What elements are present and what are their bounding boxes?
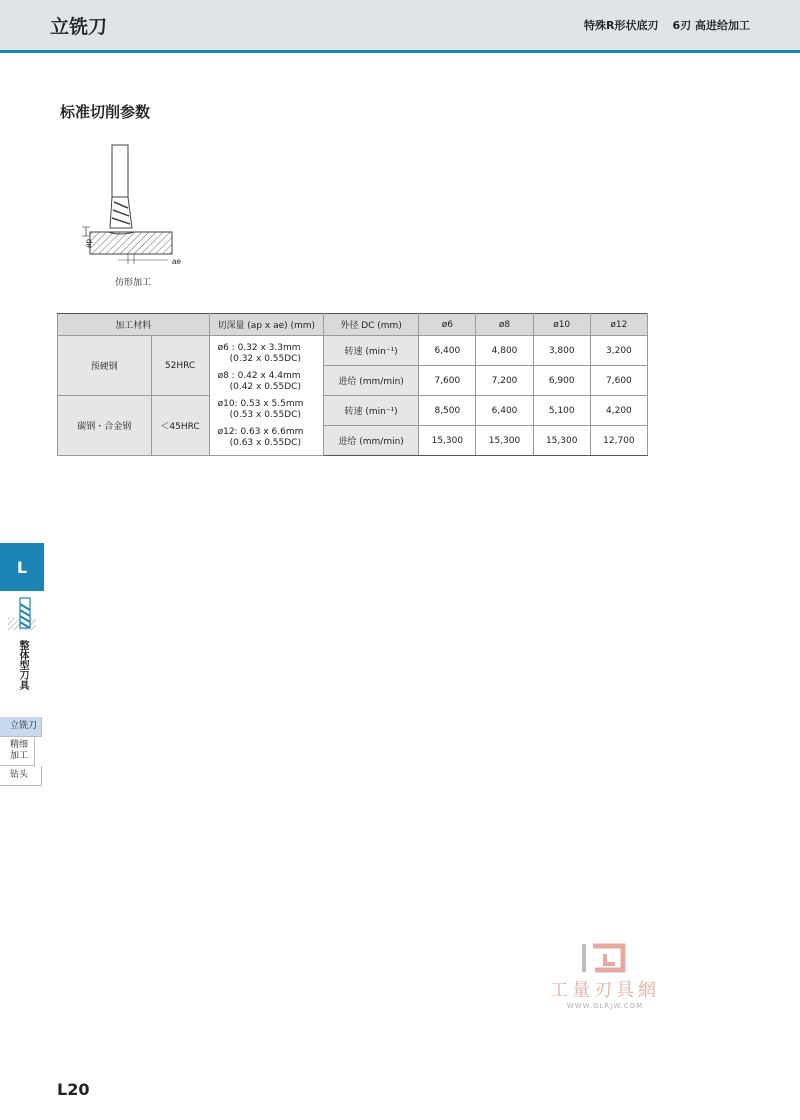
side-menu-item-endmill[interactable]: 立铣刀 <box>0 717 42 737</box>
watermark-logo-icon <box>535 940 675 976</box>
page-number: L20 <box>57 1080 90 1099</box>
material-name: 预硬钢 <box>58 336 152 396</box>
param-label: 转速 (min⁻¹) <box>323 336 418 366</box>
table-cell: 12,700 <box>590 426 647 456</box>
side-menu-item-finishing[interactable]: 精细加工 <box>0 737 35 766</box>
table-cell: 4,200 <box>590 396 647 426</box>
section-title: 标准切削参数 <box>60 103 151 121</box>
material-hardness: ＜45HRC <box>151 396 209 456</box>
header-d12: ø12 <box>590 314 647 336</box>
param-label: 进给 (mm/min) <box>323 426 418 456</box>
header-diameter: 外径 DC (mm) <box>323 314 418 336</box>
subtitle-feature: 6刃 高进给加工 <box>672 19 750 32</box>
header-d6: ø6 <box>419 314 476 336</box>
table-cell: 7,600 <box>590 366 647 396</box>
table-cell: 7,600 <box>419 366 476 396</box>
side-menu-item-drill[interactable]: 钻头 <box>0 766 42 786</box>
watermark <box>535 940 675 1015</box>
depth-line: ø8 : 0.42 x 4.4mm <box>217 370 301 381</box>
endmill-icon <box>8 596 36 632</box>
header-d10: ø10 <box>533 314 590 336</box>
table-cell: 4,800 <box>476 336 533 366</box>
header-depth: 切深量 (ap x ae) (mm) <box>209 314 323 336</box>
material-hardness: 52HRC <box>151 336 209 396</box>
table-cell: 8,500 <box>419 396 476 426</box>
side-menu <box>0 717 42 786</box>
depth-line: ø12: 0.63 x 6.6mm <box>217 426 304 437</box>
table-cell: 3,200 <box>590 336 647 366</box>
watermark-url: WWW.GLRJW.COM <box>566 1002 644 1010</box>
material-name: 碳钢・合金钢 <box>58 396 152 456</box>
ap-label: ap <box>84 239 93 248</box>
depth-line: (0.32 x 0.55DC) <box>229 353 301 364</box>
page-header <box>0 0 800 53</box>
depth-line: (0.63 x 0.55DC) <box>229 437 301 448</box>
table-cell: 6,900 <box>533 366 590 396</box>
workpiece <box>90 232 172 254</box>
tool-shank <box>112 145 128 197</box>
depth-line: ø6 : 0.32 x 3.3mm <box>217 342 301 353</box>
table-cell: 15,300 <box>419 426 476 456</box>
table-cell: 6,400 <box>476 396 533 426</box>
cutting-diagram <box>78 140 198 290</box>
param-label: 转速 (min⁻¹) <box>323 396 418 426</box>
depth-cell <box>209 336 323 456</box>
ae-label: ae <box>172 257 181 266</box>
table-cell: 3,800 <box>533 336 590 366</box>
table-cell: 6,400 <box>419 336 476 366</box>
subtitle-series: 特殊R形状底刃 <box>584 19 659 32</box>
page-title: 立铣刀 <box>50 16 108 38</box>
table-cell: 5,100 <box>533 396 590 426</box>
param-label: 进给 (mm/min) <box>323 366 418 396</box>
header-d8: ø8 <box>476 314 533 336</box>
depth-line: ø10: 0.53 x 5.5mm <box>217 398 304 409</box>
depth-line: (0.42 x 0.55DC) <box>229 381 301 392</box>
depth-line: (0.53 x 0.55DC) <box>229 409 301 420</box>
table-cell: 15,300 <box>533 426 590 456</box>
page-subtitle <box>584 17 750 33</box>
side-category-label: 整体型刀具 <box>17 640 28 690</box>
cutting-params-table <box>57 313 648 456</box>
header-material: 加工材料 <box>58 314 210 336</box>
watermark-text: 工量刃具網 <box>550 980 660 1001</box>
diagram-caption: 仿形加工 <box>115 278 152 288</box>
table-cell: 7,200 <box>476 366 533 396</box>
table-cell: 15,300 <box>476 426 533 456</box>
side-tab-l[interactable]: L <box>0 543 44 591</box>
